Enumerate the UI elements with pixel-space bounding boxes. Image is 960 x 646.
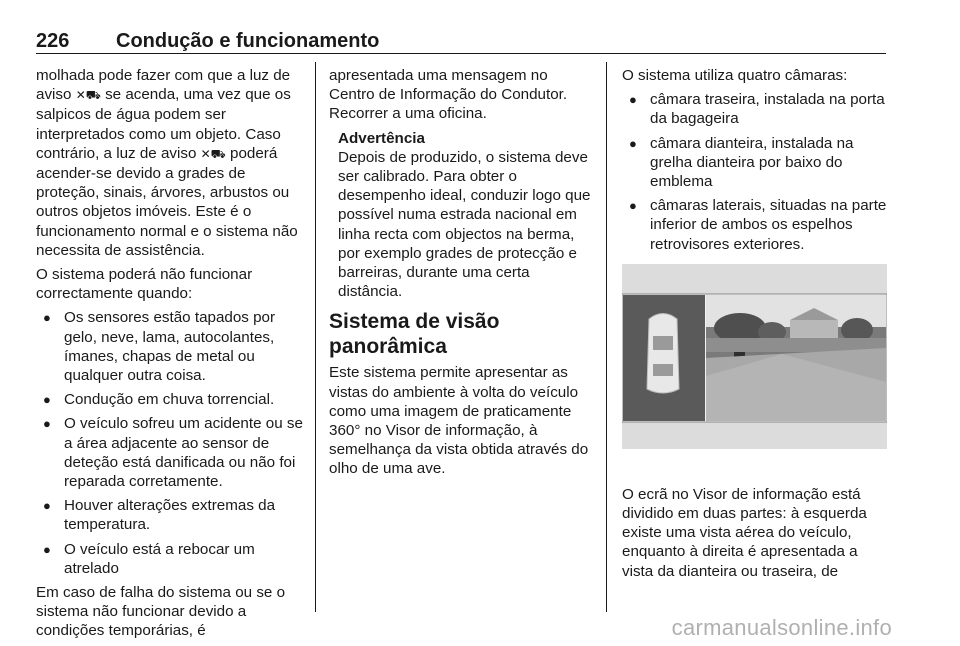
paragraph-warning-light: molhada pode fazer com que a luz de aviso ✕⛟ se acenda, uma vez que os salpicos de água podem ser interpretados como um objeto. Caso contrário, a luz de aviso ✕⛟ poderá acender-se devido a grades de proteção, sinais, árvores, arbustos ou outros objetos imóveis. Este é o funcionamento normal e o sistema não necessita de assistência. [36, 67, 298, 259]
list-item: ● câmaras laterais, situadas na parte inferior de ambos os espelhos retrovisores exteriores. [629, 197, 887, 253]
conditions-list [36, 308, 304, 578]
paragraph-cameras-intro: O sistema utiliza quatro câmaras: [622, 67, 848, 84]
bullet-icon: ● [629, 198, 637, 214]
list-item: ● câmara dianteira, instalada na grelha dianteira por baixo do emblema [629, 134, 854, 191]
column-divider-1 [315, 62, 316, 612]
section-title: Sistema de visão panorâmica [329, 310, 500, 359]
camera-display-illustration [622, 264, 887, 449]
column-3 [622, 66, 887, 586]
list-item: ● Os sensores estão tapados por gelo, neve, lama, autocolantes, ímanes, chapas de metal ou qualquer outra coisa. [43, 309, 276, 385]
header-divider [36, 53, 886, 54]
chapter-title: Condução e funcionamento [116, 30, 380, 52]
bullet-icon: ● [43, 310, 51, 326]
warning-light-icon: ✕⛟ [200, 146, 226, 161]
paragraph-failure: Em caso de falha do sistema ou se o sistema não funcionar devido a condições temporárias, é [36, 584, 286, 640]
list-item: ● câmara traseira, instalada na porta da bagageira [629, 91, 885, 128]
bullet-icon: ● [629, 92, 637, 108]
paragraph-message: apresentada uma mensagem no Centro de Informação do Condutor. Recorrer a uma oficina. [329, 67, 568, 123]
bullet-icon: ● [43, 392, 51, 408]
column-2 [329, 66, 597, 484]
page-number: 226 [36, 30, 70, 52]
vehicle-top-icon [647, 313, 679, 393]
warning-note [338, 129, 597, 302]
warning-text: Depois de produzido, o sistema deve ser calibrado. Para obter o desempenho ideal, conduzir logo que possível numa estrada nacional em linha recta com objectos na berma, por exemplo grades de protecção e barreiras, durante uma certa distância. [338, 148, 591, 301]
column-divider-2 [606, 62, 607, 612]
list-item: ● Condução em chuva torrencial. [43, 391, 275, 409]
bullet-icon: ● [43, 416, 51, 432]
paragraph-conditions-intro: O sistema poderá não funcionar correctamente quando: [36, 266, 253, 303]
bullet-icon: ● [629, 135, 637, 151]
list-item: ● O veículo sofreu um acidente ou se a área adjacente ao sensor de deteção está danificada ou não foi reparada corretamente. [43, 415, 303, 491]
warning-light-icon: ✕⛟ [75, 88, 101, 103]
bullet-icon: ● [43, 541, 51, 557]
warning-title: Advertência [338, 129, 425, 147]
column-1 [36, 66, 304, 646]
list-item: ● Houver alterações extremas da temperatura. [43, 497, 276, 534]
list-item: ● O veículo está a rebocar um atrelado [43, 540, 255, 577]
paragraph-display: O ecrã no Visor de informação está dividido em duas partes: à esquerda existe uma vista aérea do veículo, enquanto à direita é apresentada a vista da dianteira ou traseira, de [622, 485, 867, 580]
bullet-icon: ● [43, 498, 51, 514]
panoramic-view-figure [622, 264, 887, 449]
watermark: carmanualsonline.info [671, 615, 892, 640]
cameras-list [622, 90, 887, 254]
paragraph-panoramic: Este sistema permite apresentar as vistas do ambiente à volta do veículo como uma imagem de praticamente 360° no Visor de informação, à semelhança da vista obtida através do olho de uma ave. [329, 364, 589, 478]
